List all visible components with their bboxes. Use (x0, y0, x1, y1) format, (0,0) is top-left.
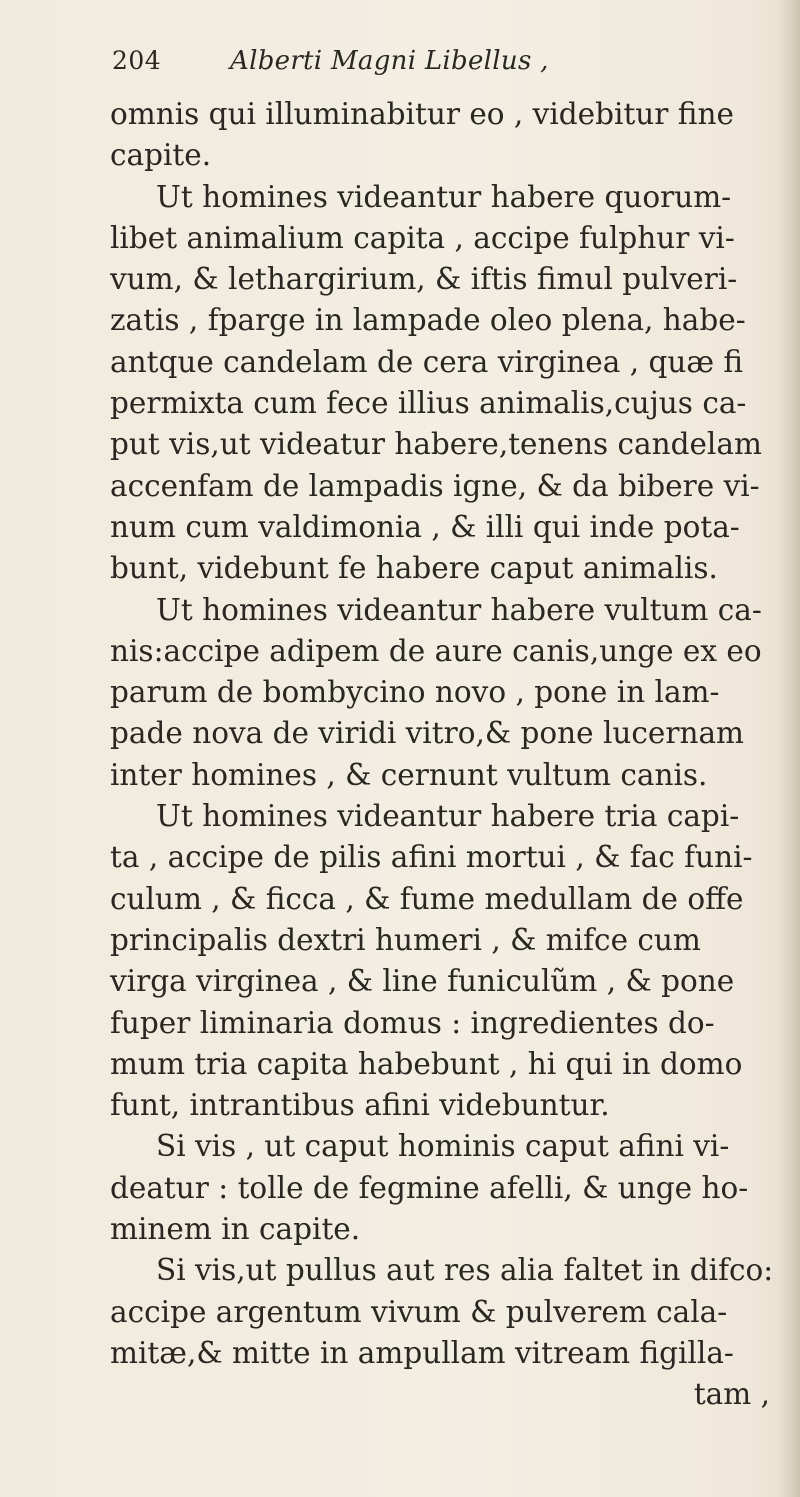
text-line: inter homines , & cernunt vultum canis. (110, 757, 708, 792)
catchword: tam , (693, 1377, 770, 1412)
text-line: culum , & ficca , & fume medullam de offe (110, 881, 744, 916)
page-number: 204 (112, 46, 162, 75)
text-line: put vis,ut videatur habere,tenens candelam (110, 427, 762, 462)
text-line: accenfam de lampadis igne, & da bibere vi- (110, 468, 760, 503)
text-line: nis:accipe adipem de aure canis,unge ex eo (110, 633, 762, 668)
text-line: capite. (110, 138, 212, 173)
body-text (110, 94, 778, 1416)
text-line: vum, & lethargirium, & iftis fimul pulveri- (110, 262, 738, 297)
text-line: zatis , fparge in lampade oleo plena, habe- (110, 303, 746, 338)
text-line: minem in capite. (110, 1212, 361, 1247)
paragraph-first-line: Si vis , ut caput hominis caput afini vi- (156, 1129, 730, 1164)
paragraph-first-line: Si vis,ut pullus aut res alia faltet in difco: (156, 1253, 774, 1288)
text-line: ta , accipe de pilis afini mortui , & fac funi- (110, 840, 753, 875)
text-line: libet animalium capita , accipe fulphur vi- (110, 220, 735, 255)
text-line: bunt, videbunt fe habere caput animalis. (110, 551, 718, 586)
text-line: virga virginea , & line funiculũm , & pone (110, 964, 735, 999)
text-line: parum de bombycino novo , pone in lam- (110, 675, 720, 710)
text-line: fuper liminaria domus : ingredientes do- (110, 1005, 715, 1040)
running-head: Alberti Magni Libellus , (230, 46, 549, 76)
text-line: omnis qui illuminabitur eo , videbitur fine (110, 97, 734, 131)
paragraph-first-line: Ut homines videantur habere quorum- (156, 179, 732, 214)
paragraph-first-line: Ut homines videantur habere tria capi- (156, 799, 740, 834)
text-line: mitæ,& mitte in ampullam vitream figilla- (110, 1335, 734, 1370)
text-line: mum tria capita habebunt , hi qui in domo (110, 1046, 743, 1081)
page-edge-shadow (778, 0, 800, 1497)
text-line: principalis dextri humeri , & mifce cum (110, 922, 701, 957)
page-header (112, 46, 712, 86)
text-line: num cum valdimonia , & illi qui inde pota- (110, 509, 740, 544)
paragraph-first-line: Ut homines videantur habere vultum ca- (156, 592, 762, 627)
text-line: permixta cum fece illius animalis,cujus ca- (110, 386, 747, 421)
text-line: accipe argentum vivum & pulverem cala- (110, 1294, 728, 1329)
text-line: deatur : tolle de fegmine afelli, & unge ho- (110, 1170, 749, 1205)
text-line: funt, intrantibus afini videbuntur. (110, 1088, 610, 1123)
text-line: pade nova de viridi vitro,& pone lucernam (110, 716, 745, 751)
text-line: antque candelam de cera virginea , quæ fi (110, 344, 744, 379)
